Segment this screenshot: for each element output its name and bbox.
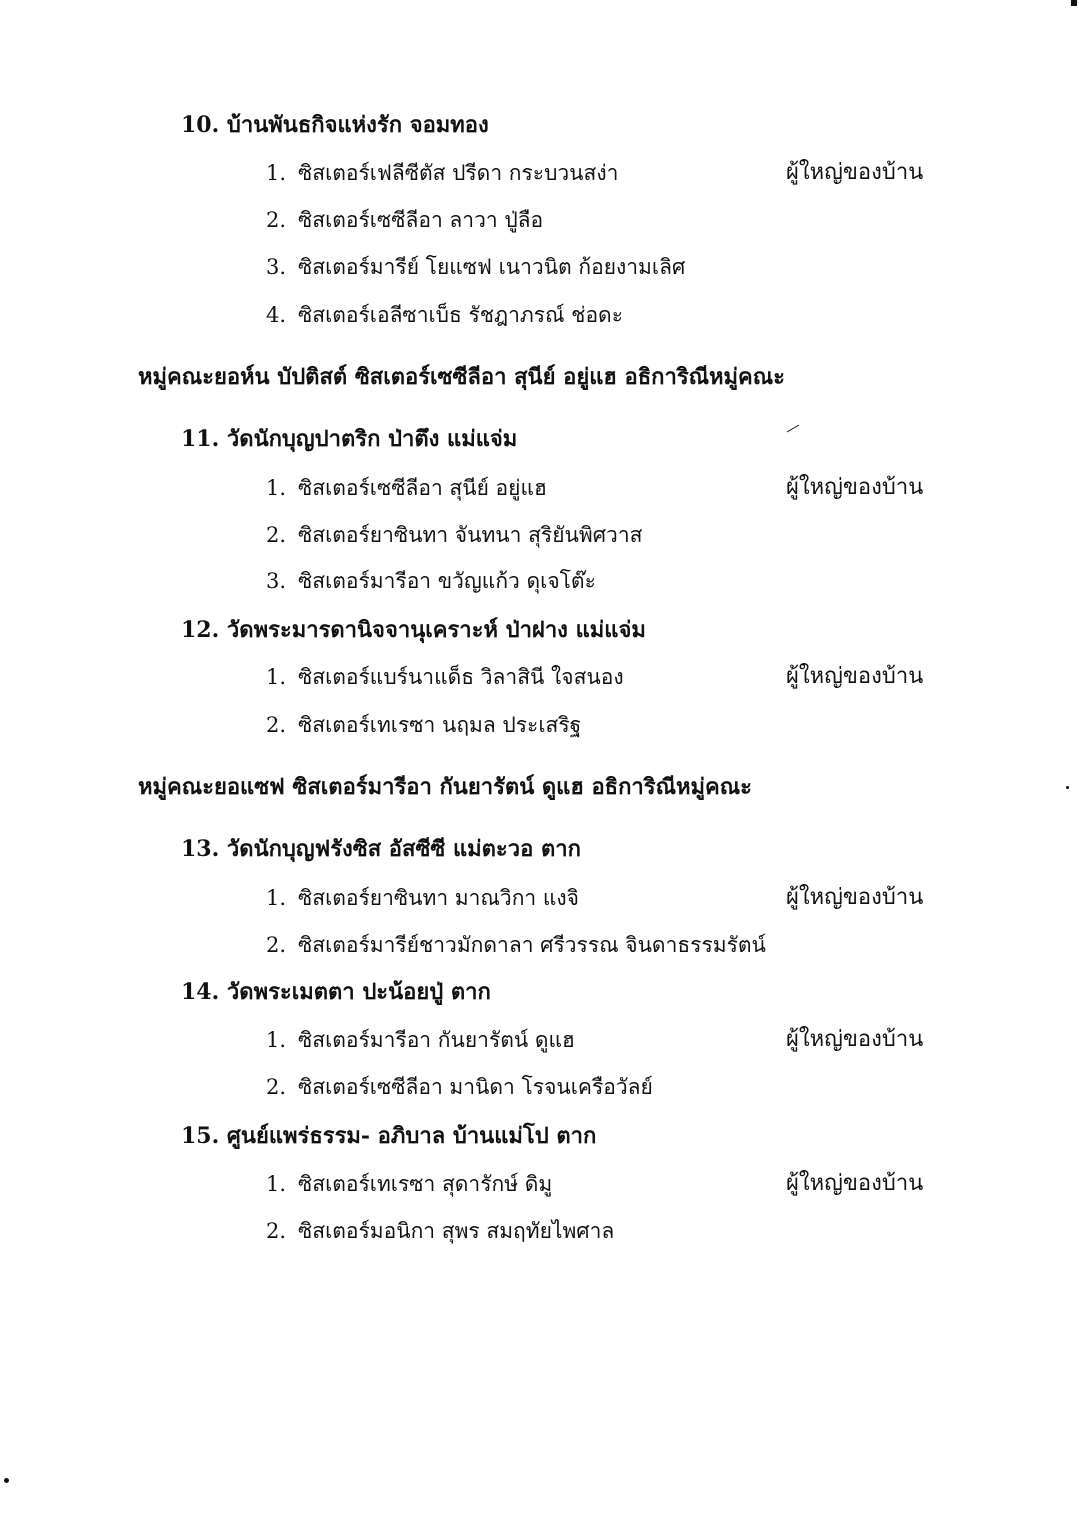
section-heading: 13. วัดนักบุญฟรังซิส อัสซีซี แม่ตะวอ ตาก [181, 836, 581, 862]
community-heading: หมู่คณะยอแซฟ ซิสเตอร์มารีอา กันยารัตน์ ดูแฮ อธิการิณีหมู่คณะ [138, 774, 752, 800]
member-number: 1. [266, 665, 287, 689]
section-heading: 12. วัดพระมารดานิจจานุเคราะห์ ป่าฝาง แม่แจ่ม [181, 617, 646, 643]
scan-speck [1066, 786, 1069, 789]
member-role: ผู้ใหญ่ของบ้าน [786, 1027, 924, 1052]
member-role: ผู้ใหญ่ของบ้าน [786, 160, 924, 185]
member-name: ซิสเตอร์มารีอา ขวัญแก้ว ดุเจโต๊ะ [298, 569, 596, 593]
member-number: 1. [266, 161, 287, 185]
member-number: 2. [266, 1075, 287, 1099]
member-name: ซิสเตอร์แบร์นาแด็ธ วิลาสินี ใจสนอง [298, 665, 624, 689]
member-number: 2. [266, 1219, 287, 1243]
member-number: 2. [266, 713, 287, 737]
member-name: ซิสเตอร์มารีย์ โยแซฟ เนาวนิต ก้อยงามเลิศ [298, 255, 686, 279]
member-number: 1. [266, 1172, 287, 1196]
member-name: ซิสเตอร์มอนิกา สุพร สมฤทัยไพศาล [298, 1219, 615, 1243]
member-role: ผู้ใหญ่ของบ้าน [786, 475, 924, 500]
section-heading: 10. บ้านพันธกิจแห่งรัก จอมทอง [181, 112, 489, 138]
member-name: ซิสเตอร์ยาซินทา จันทนา สุริยันพิศวาส [298, 523, 643, 547]
member-number: 1. [266, 886, 287, 910]
member-name: ซิสเตอร์เซซีลีอา มานิดา โรจนเครือวัลย์ [298, 1075, 653, 1099]
member-name: ซิสเตอร์เซซีลีอา สุนีย์ อยู่แฮ [298, 476, 547, 500]
member-name: ซิสเตอร์เอลีซาเบ็ธ รัชฎาภรณ์ ช่อดะ [298, 303, 623, 327]
member-number: 2. [266, 933, 287, 957]
section-heading: 11. วัดนักบุญปาตริก ป่าตึง แม่แจ่ม [181, 426, 518, 452]
member-name: ซิสเตอร์ยาซินทา มาณวิกา แงจิ [298, 886, 579, 910]
section-heading: 15. ศูนย์แพร่ธรรม- อภิบาล บ้านแม่โป ตาก [181, 1123, 597, 1149]
member-number: 2. [266, 523, 287, 547]
community-heading: หมู่คณะยอห์น บัปติสต์ ซิสเตอร์เซซีลีอา สุนีย์ อยู่แฮ อธิการิณีหมู่คณะ [138, 364, 786, 390]
scan-speck [1071, 0, 1077, 6]
member-number: 1. [266, 1028, 287, 1052]
member-name: ซิสเตอร์เซซีลีอา ลาวา ปู่ลือ [298, 208, 544, 232]
scan-speck [787, 425, 800, 433]
member-number: 4. [266, 303, 287, 327]
member-name: ซิสเตอร์มารีย์ชาวมักดาลา ศรีวรรณ จินดาธรรมรัตน์ [298, 933, 766, 957]
member-name: ซิสเตอร์มารีอา กันยารัตน์ ดูแฮ [298, 1028, 575, 1052]
member-number: 3. [266, 569, 287, 593]
section-heading: 14. วัดพระเมตตา ปะน้อยปู่ ตาก [181, 979, 491, 1005]
member-number: 2. [266, 208, 287, 232]
member-number: 1. [266, 476, 287, 500]
member-role: ผู้ใหญ่ของบ้าน [786, 1171, 924, 1196]
member-name: ซิสเตอร์เทเรซา นฤมล ประเสริฐ [298, 713, 582, 737]
member-name: ซิสเตอร์เทเรซา สุดารักษ์ ดิมู [298, 1172, 553, 1196]
scan-speck [4, 1478, 9, 1483]
member-role: ผู้ใหญ่ของบ้าน [786, 664, 924, 689]
member-role: ผู้ใหญ่ของบ้าน [786, 885, 924, 910]
member-name: ซิสเตอร์เฟลีซีตัส ปรีดา กระบวนสง่า [298, 161, 619, 185]
member-number: 3. [266, 255, 287, 279]
